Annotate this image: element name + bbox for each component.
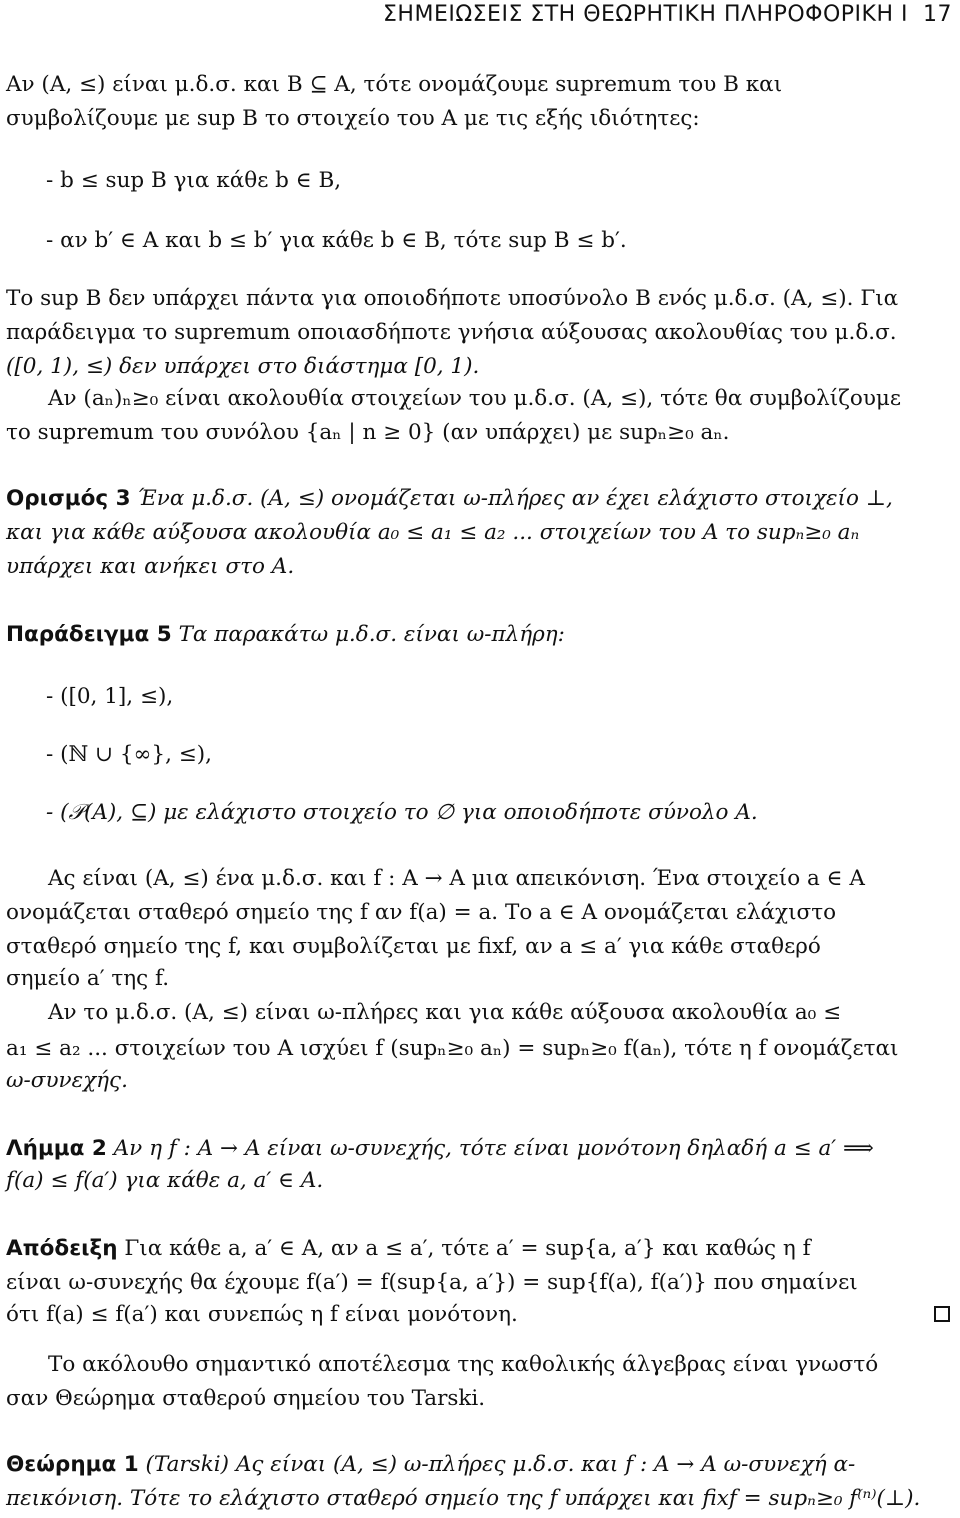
definition-label: Ορισμός 3 [6,486,131,511]
qed-box-icon [934,1306,950,1322]
list-item: - αν b′ ∈ A και b ≤ b′ για κάθε b ∈ B, τότε sup B ≤ b′. [46,228,627,253]
text-line: ότι f(a) ≤ f(a′) και συνεπώς η f είναι μονότονη. [6,1302,518,1327]
lemma-label: Λήμμα 2 [6,1136,107,1161]
text-line: Αν το μ.δ.σ. (A, ≤) είναι ω-πλήρες και για κάθε αύξουσα ακολουθία a₀ ≤ [48,1000,842,1025]
theorem-1 [6,1450,958,1480]
lemma-2 [6,1134,958,1164]
definition-3 [6,484,958,514]
text-line: ονομάζεται σταθερό σημείο της f αν f(a) = a. Το a ∈ A ονομάζεται ελάχιστο [6,900,837,925]
example-5 [6,620,958,650]
text-line: Αν (aₙ)ₙ≥₀ είναι ακολουθία στοιχείων του μ.δ.σ. (A, ≤), τότε θα συμβολίζουμε [48,386,902,411]
text-line: υπάρχει και ανήκει στο A. [6,554,295,579]
theorem-label: Θεώρημα 1 [6,1452,139,1477]
text-line: παράδειγμα το supremum οποιασδήποτε γνήσια αύξουσας ακολουθίας του μ.δ.σ. [6,320,897,345]
text-line: ([0, 1), ≤) δεν υπάρχει στο διάστημα [0, 1). [6,354,480,379]
text-line: a₁ ≤ a₂ ... στοιχείων του A ισχύει f (supₙ≥₀ aₙ) = supₙ≥₀ f(aₙ), τότε η f ονομάζεται [6,1036,899,1061]
theorem-text: (Tarski) Ας είναι (A, ≤) ω-πλήρες μ.δ.σ. και f : A → A ω-συνεχή α- [145,1452,856,1477]
proof-text: Για κάθε a, a′ ∈ A, αν a ≤ a′, τότε a′ = sup{a, a′} και καθώς η f [124,1236,811,1261]
text-line: Ας είναι (A, ≤) ένα μ.δ.σ. και f : A → A μια απεικόνιση. Ένα στοιχείο a ∈ A [48,866,865,891]
text-line: σημείο a′ της f. [6,966,170,991]
list-item: - (𝒫(A), ⊆) με ελάχιστο στοιχείο το ∅ για οποιοδήποτε σύνολο A. [46,800,758,825]
text-line: σταθερό σημείο της f, και συμβολίζεται με fixf, αν a ≤ a′ για κάθε σταθερό [6,934,821,959]
proof [6,1234,958,1264]
example-text: Τα παρακάτω μ.δ.σ. είναι ω-πλήρη: [178,622,565,647]
text-line: πεικόνιση. Τότε το ελάχιστο σταθερό σημείο της f υπάρχει και fixf = supₙ≥₀ f⁽ⁿ⁾(⊥). [6,1486,921,1511]
text-line: το supremum του συνόλου {aₙ | n ≥ 0} (αν υπάρχει) με supₙ≥₀ aₙ. [6,420,730,445]
text-line: σαν Θεώρημα σταθερού σημείου του Tarski. [6,1386,486,1411]
text-line: και για κάθε αύξουσα ακολουθία a₀ ≤ a₁ ≤ a₂ ... στοιχείων του A το supₙ≥₀ aₙ [6,520,860,545]
list-item: - b ≤ sup B για κάθε b ∈ B, [46,168,342,193]
definition-text: Ένα μ.δ.σ. (A, ≤) ονομάζεται ω-πλήρες αν έχει ελάχιστο στοιχείο ⊥, [137,486,893,511]
list-item: - ([0, 1], ≤), [46,684,174,709]
text-line: ω-συνεχής. [6,1068,128,1093]
text-line: Το ακόλουθο σημαντικό αποτέλεσμα της καθολικής άλγεβρας είναι γνωστό [48,1352,879,1377]
proof-label: Απόδειξη [6,1236,118,1261]
text-line: Αν (A, ≤) είναι μ.δ.σ. και B ⊆ A, τότε ονομάζουμε supremum του B και [6,72,783,97]
running-header [383,2,952,27]
page-number: 17 [923,2,952,27]
running-title: ΣΗΜΕΙΩΣΕΙΣ ΣΤΗ ΘΕΩΡΗΤΙΚΗ ΠΛΗΡΟΦΟΡΙΚΗ Ι [383,2,908,27]
list-item: - (ℕ ∪ {∞}, ≤), [46,742,212,767]
text-line: Το sup B δεν υπάρχει πάντα για οποιοδήποτε υποσύνολο B ενός μ.δ.σ. (A, ≤). Για [6,286,899,311]
example-label: Παράδειγμα 5 [6,622,172,647]
text-line: συμβολίζουμε με sup B το στοιχείο του A με τις εξής ιδιότητες: [6,106,700,131]
text-line: είναι ω-συνεχής θα έχουμε f(a′) = f(sup{a, a′}) = sup{f(a), f(a′)} που σημαίνει [6,1270,858,1295]
lemma-text: Αν η f : A → A είναι ω-συνεχής, τότε είναι μονότονη δηλαδή a ≤ a′ ⟹ [113,1136,874,1161]
text-line: f(a) ≤ f(a′) για κάθε a, a′ ∈ A. [6,1168,324,1193]
